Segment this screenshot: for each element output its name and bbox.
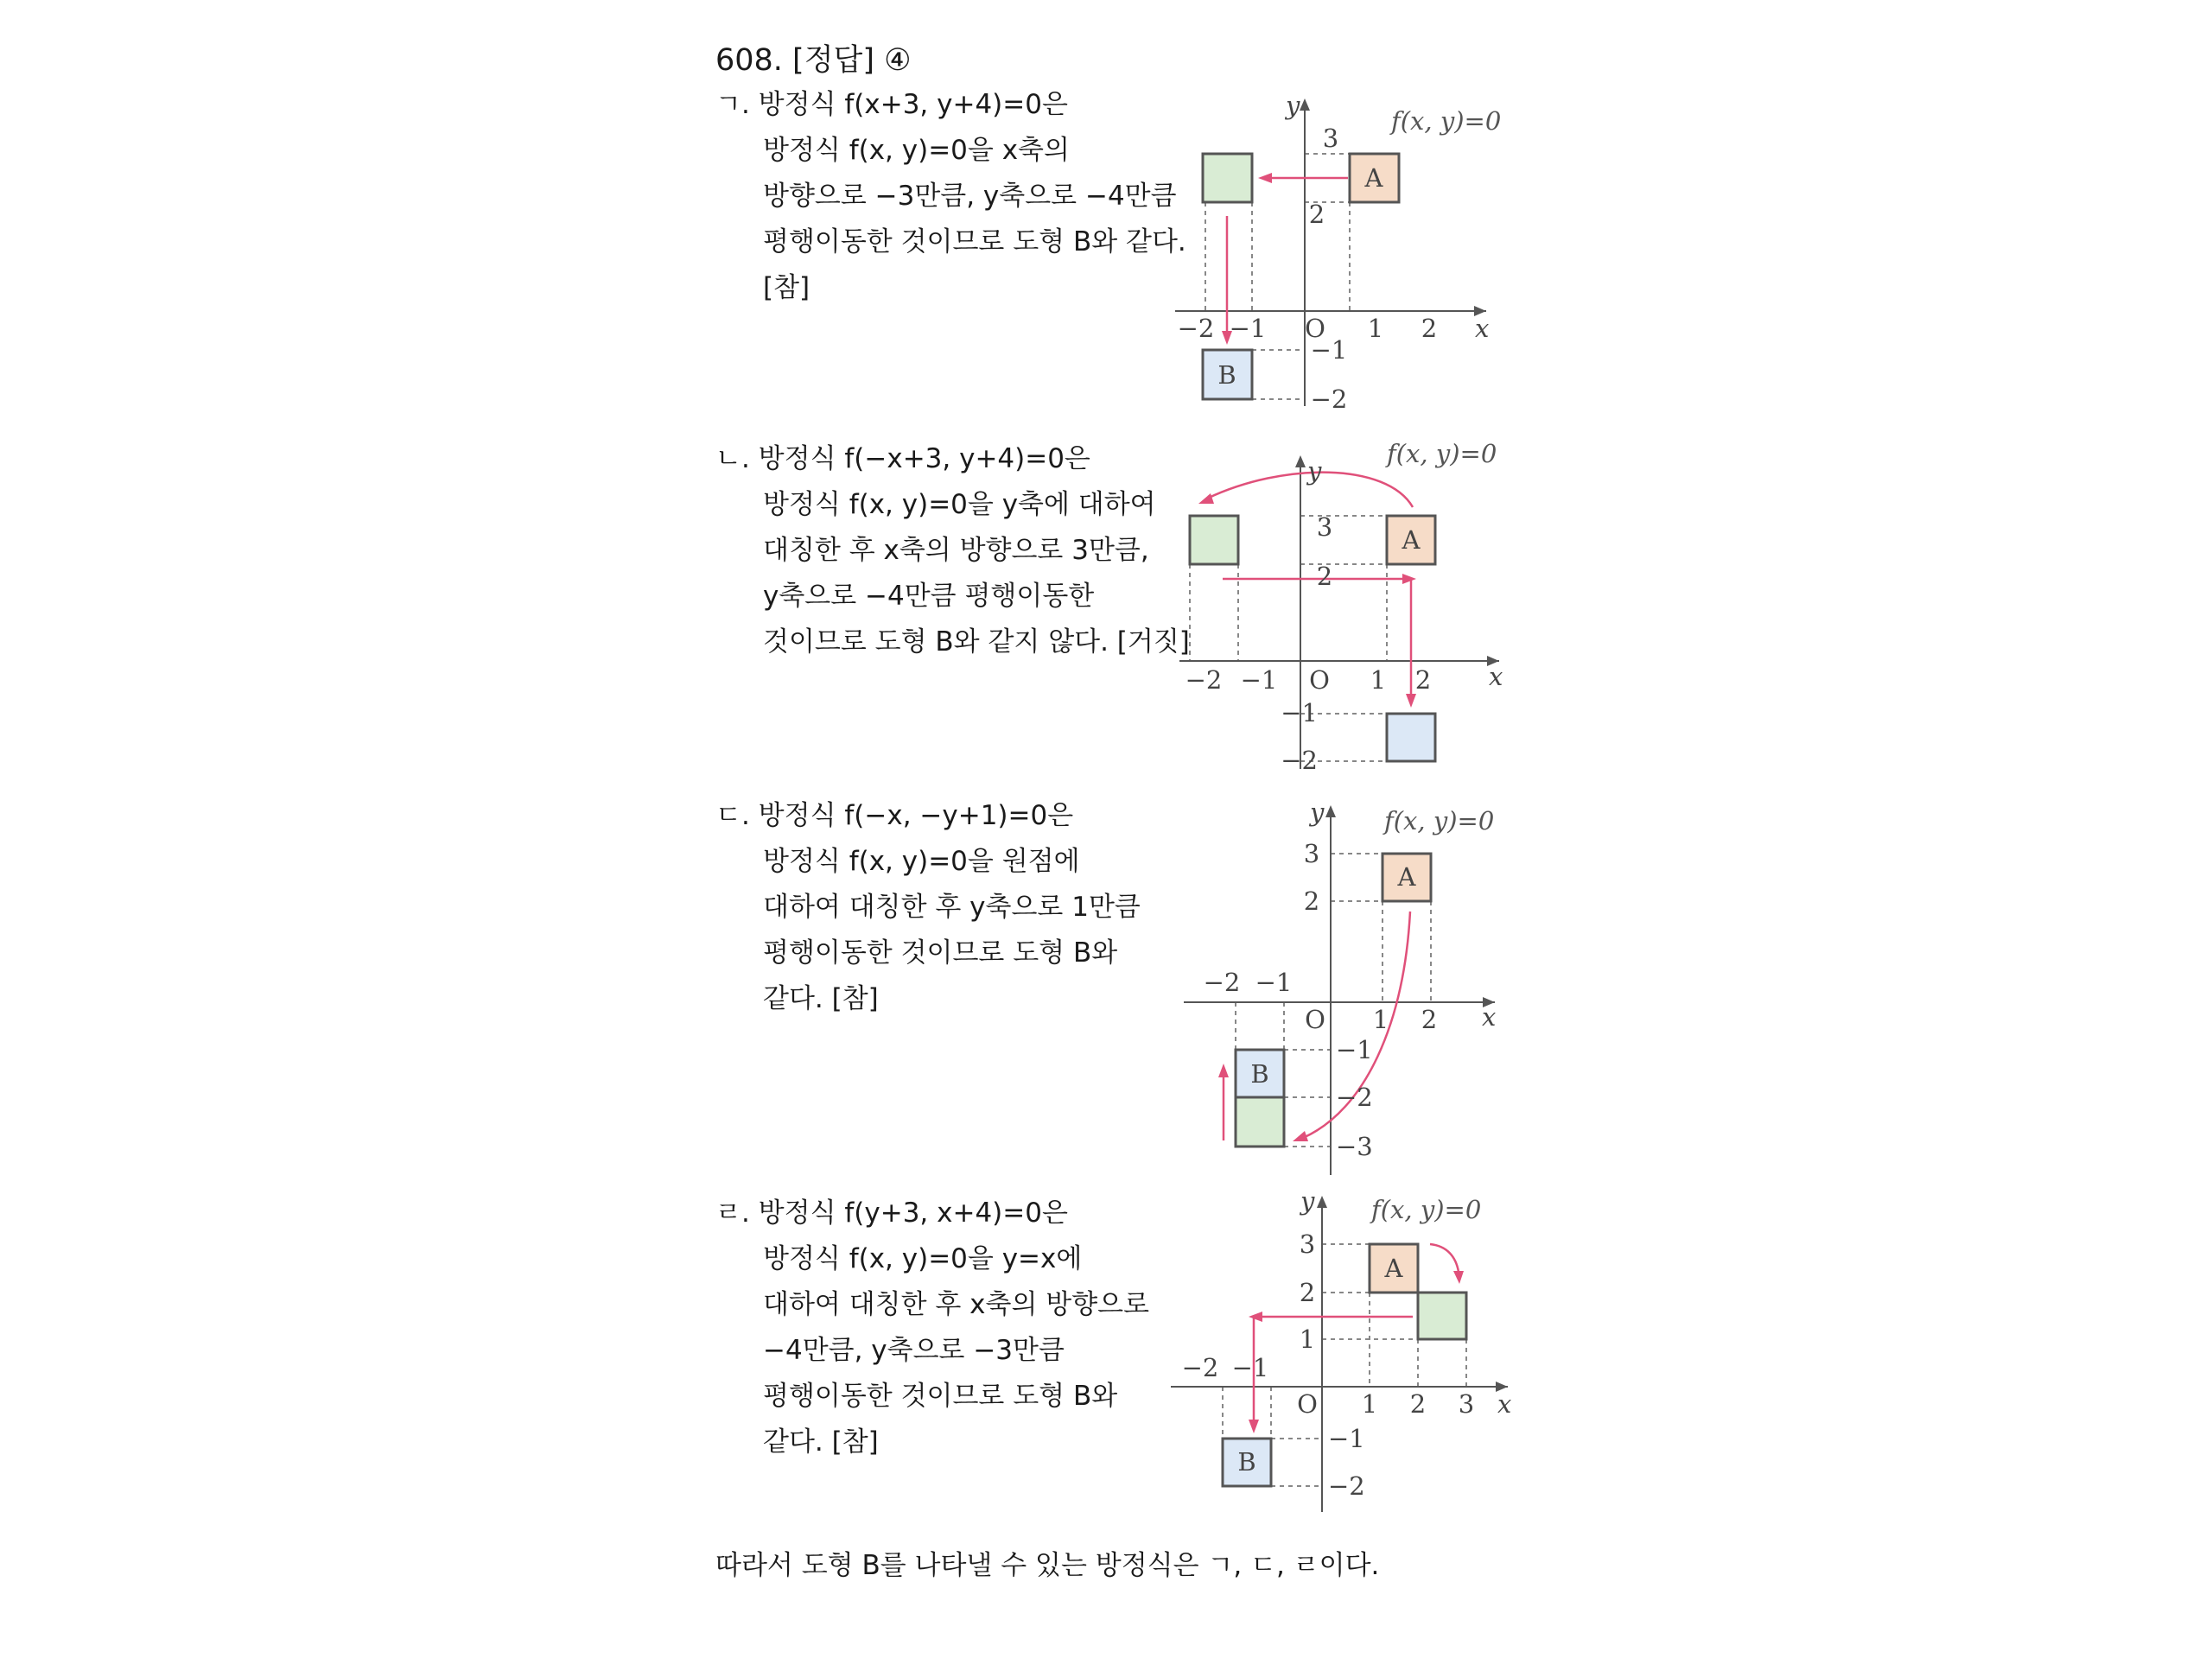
y-axis-label: y [1310,797,1325,827]
x-tick-label: 2 [1421,314,1438,343]
item-line: 방정식 f(x, y)=0을 y=x에 [763,1243,1083,1274]
item-line: 같다. [참] [763,983,879,1014]
box-a-label: A [1384,1254,1403,1283]
item-text: 방정식 f(−x+3, y+4)=0은 [758,443,1090,474]
y-tick-label: −3 [1336,1132,1373,1161]
y-axis-arrow [1317,1196,1327,1208]
x-tick-label: 2 [1414,665,1432,695]
figure-2 [1179,436,1525,773]
x-tick-label: −1 [1229,314,1267,343]
box-reflected [1190,516,1238,564]
item-line: 방정식 f(x, y)=0을 x축의 [763,135,1070,166]
y-tick-label: −1 [1310,335,1348,365]
x-axis-label: x [1489,662,1503,691]
arrow-head [1402,574,1416,584]
arrow-head [1406,694,1416,708]
arrow-head [1218,1064,1229,1077]
figure-3 [1184,799,1529,1179]
solution-item-3 [715,793,1199,1022]
x-axis-label: x [1475,314,1490,343]
y-tick-label: 1 [1299,1324,1316,1354]
x-axis-label: x [1497,1389,1512,1419]
arrow-head [1249,1312,1262,1322]
item-line: 같다. [참] [763,1426,879,1458]
y-axis-arrow [1300,98,1310,111]
item-text: 방정식 f(x+3, y+4)=0은 [758,89,1068,120]
item-line: 방정식 f(x, y)=0을 y축에 대하여 [763,489,1156,520]
x-tick-label: 2 [1409,1389,1427,1419]
y-tick-label: −2 [1281,746,1318,775]
x-tick-label: 2 [1421,1005,1438,1034]
item-line: 방정식 f(x, y)=0을 원점에 [763,846,1080,877]
item-line [715,1191,1199,1236]
item-line [715,793,1199,839]
item-line: 평행이동한 것이므로 도형 B와 같다. [763,226,1186,257]
item-marker: ㄹ. [715,1197,750,1229]
x-tick-label: −1 [1231,1353,1269,1382]
item-line: [참] [763,272,810,303]
answer-header: 608. [정답] ④ [715,43,912,78]
item-line: 대하여 대칭한 후 y축으로 1만큼 [763,892,1141,923]
y-tick-label: −2 [1336,1083,1373,1112]
y-tick-label: 2 [1303,886,1320,916]
box-result [1387,714,1435,761]
x-tick-label: 1 [1372,1005,1389,1034]
coordinate-plane-4 [1171,1186,1534,1521]
x-tick-label: 1 [1361,1389,1378,1419]
box-b-label: B [1217,360,1236,390]
y-tick-label: −1 [1281,698,1318,727]
x-tick-label: −2 [1181,1353,1219,1382]
y-tick-label: 2 [1308,200,1325,229]
arrow-head [1249,1420,1259,1433]
y-tick-label: 2 [1316,562,1333,591]
x-tick-label: −2 [1185,665,1223,695]
y-axis-arrow [1325,805,1336,817]
box-a-label: A [1397,862,1416,892]
item-text: 방정식 f(−x, −y+1)=0은 [758,800,1074,831]
conclusion: 따라서 도형 B를 나타낼 수 있는 방정식은 ㄱ, ㄷ, ㄹ이다. [715,1550,1380,1581]
x-tick-label: 1 [1367,314,1384,343]
coordinate-plane-3 [1184,799,1529,1179]
arrow-head [1293,1131,1308,1141]
figure-1 [1175,91,1521,415]
y-axis-label: y [1300,1186,1315,1216]
origin-label: O [1305,314,1325,343]
y-tick-label: −1 [1328,1424,1365,1453]
equation-label: f(x, y)=0 [1391,106,1502,136]
item-line: 것이므로 도형 B와 같지 않다. [거짓] [763,626,1190,657]
item-text: 방정식 f(y+3, x+4)=0은 [758,1197,1068,1229]
box-translated-x [1203,154,1252,202]
solution-item-1 [715,82,1199,311]
x-tick-label: 3 [1458,1389,1475,1419]
item-line: 평행이동한 것이므로 도형 B와 [763,937,1118,969]
y-tick-label: 2 [1299,1278,1316,1307]
y-tick-label: −2 [1310,384,1348,414]
item-marker: ㄷ. [715,800,750,831]
box-a-label: A [1402,525,1421,555]
solution-item-2 [715,436,1199,665]
item-line: −4만큼, y축으로 −3만큼 [763,1335,1065,1366]
x-tick-label: −2 [1203,968,1241,997]
item-line [715,82,1199,128]
origin-label: O [1297,1389,1318,1419]
item-line: 대칭한 후 x축의 방향으로 3만큼, [763,535,1149,566]
x-tick-label: 1 [1370,665,1387,695]
equation-label: f(x, y)=0 [1384,806,1495,835]
box-reflected [1236,1097,1284,1147]
y-tick-label: 3 [1299,1229,1316,1259]
y-tick-label: −1 [1336,1035,1373,1064]
y-tick-label: −2 [1328,1471,1365,1501]
item-line: 방향으로 −3만큼, y축으로 −4만큼 [763,181,1177,212]
x-tick-label: −2 [1177,314,1215,343]
box-reflected [1418,1293,1466,1339]
x-tick-label: −1 [1240,665,1278,695]
box-a-label: A [1364,163,1383,193]
y-tick-label: 3 [1322,124,1339,153]
item-line [715,436,1199,482]
y-axis-label: y [1286,91,1300,120]
y-axis-arrow [1295,455,1306,467]
arrow-reflect-line [1430,1244,1459,1272]
origin-label: O [1309,665,1330,695]
x-tick-label: −1 [1255,968,1293,997]
equation-label: f(x, y)=0 [1387,439,1497,468]
y-tick-label: 3 [1303,839,1320,868]
solution-item-4 [715,1191,1199,1465]
item-line: 평행이동한 것이므로 도형 B와 [763,1381,1118,1412]
equation-label: f(x, y)=0 [1371,1195,1482,1224]
box-b-label: B [1250,1059,1269,1089]
figure-4 [1171,1186,1534,1521]
arrow-head [1258,173,1272,183]
coordinate-plane-2 [1179,436,1525,773]
origin-label: O [1305,1005,1325,1034]
box-b-label: B [1237,1447,1256,1477]
x-axis-label: x [1482,1002,1497,1032]
item-line: y축으로 −4만큼 평행이동한 [763,581,1095,612]
arrow-head [1453,1271,1464,1284]
item-marker: ㄱ. [715,89,750,120]
arrow-head [1198,493,1214,504]
y-axis-label: y [1307,456,1322,486]
item-line: 대하여 대칭한 후 x축의 방향으로 [763,1289,1150,1320]
item-marker: ㄴ. [715,443,750,474]
y-tick-label: 3 [1316,512,1333,542]
coordinate-plane-1 [1175,91,1521,415]
